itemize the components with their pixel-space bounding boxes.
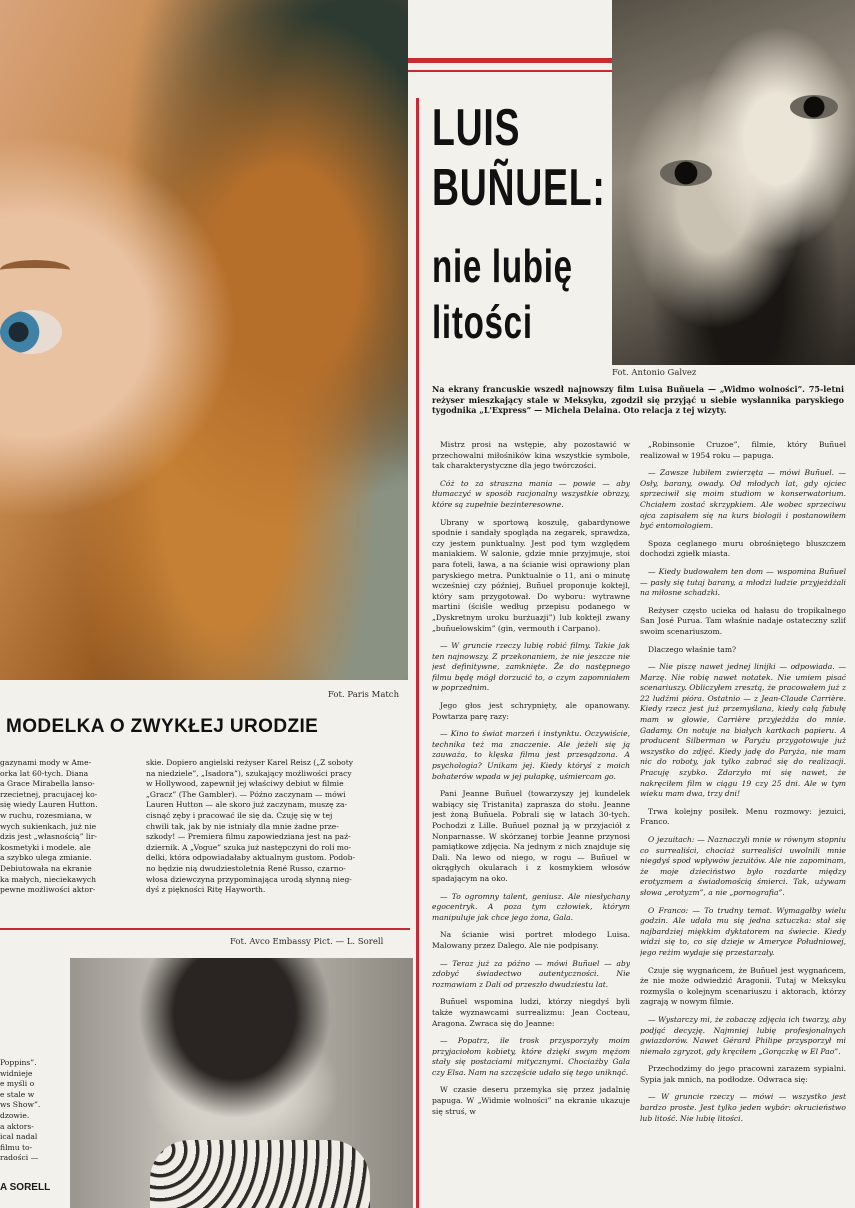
photo-credit-galvez: Fot. Antonio Galvez [612,368,697,378]
photo-credit-paris-match: Fot. Paris Match [328,690,400,700]
text-line: a aktors- [0,1121,34,1131]
text-line: na niedziele”, „Isadora”), szukający możliwości pracy [146,768,352,778]
paragraph: Na ścianie wisi portret młodego Luisa. Malowany przez Dalego. Ale nie podpisany. [432,930,630,950]
model-eye [0,310,62,354]
text-line: widnieje [0,1068,33,1078]
text-line: e myśli o [0,1079,35,1089]
paragraph: — Wystarczy mi, że zobaczę zdjęcia ich twarzy, aby podjąć decyzję. Najmniej lubię profesjonalnych gwiazdorów. Nawet Gérard Philipe przysporzył mi niemało zgryzot, gdy kręciłem „Gorączkę w El Pao”. [640,1014,846,1056]
photo-credit-avco: Fot. Avco Embassy Pict. — L. Sorell [230,937,384,947]
bunuel-eye-left [660,160,712,186]
text-line: dyś z piękności Ritę Hayworth. [146,885,266,895]
text-line: skie. Dopiero angielski reżyser Karel Reisz („Z soboty [146,758,354,767]
article-title [432,98,606,218]
paragraph: W czasie deseru przemyka się przez jadalnię papuga. W „Widmie wolności” na ekranie ukazuje się struś, w [432,1085,630,1116]
text-line: radości — [0,1153,39,1163]
bunuel-eye-right [790,95,838,119]
title-rule-second [408,70,612,72]
modelka-headline: MODELKA O ZWYKŁEJ URODZIE [6,716,319,737]
title-rule-top [408,58,612,63]
paragraph: Dlaczego właśnie tam? [648,644,737,654]
text-line: orka lat 60-tych. Diana [0,768,89,778]
text-line: włosa dziewczyna przypominająca urodą słynną nieg- [146,874,352,884]
paragraph: Przechodzimy do jego pracowni zarazem sypialni. Sypia jak mnich, na podłodze. Odwraca się: [640,1064,846,1084]
footer-author: A SORELL [0,1182,51,1193]
article-col2 [640,440,846,1208]
text-line: a szybko ulega zmianie. [0,853,92,863]
article-subtitle [432,238,573,350]
paragraph: Czuje się wygnańcem, że Buñuel jest wygnańcem, że nie może odwiedzić Aragonii. Tutaj w Meksyku rozmyśla o kolejnym scenariuszu i aktorach, którzy zagrają w nowym filmie. [640,965,846,1007]
paragraph: Jego głos jest schrypnięty, ale opanowany. Powtarza parę razy: [432,701,630,721]
text-line: Lauren Hutton — ale skoro już zaczynam, muszę za- [146,800,348,810]
paragraph: — Teraz już za późno — mówi Buñuel — aby zdobyć świadectwo autentyczności. Nie rozmawiam z Dali od przeszło dwudziestu lat. [432,958,630,989]
fragment-col [0,1058,66,1164]
text-line: dzowie. [0,1110,30,1120]
section-divider [0,928,410,930]
text-line: no będzie nią dwudziestoletnia René Russo, czarno- [146,863,346,873]
text-line: szkody! — Premiera filmu zapowiedziana jest na paź- [146,832,351,842]
bunuel-photo [612,0,855,365]
paragraph: — Nie piszę nawet jednej linijki — odpowiada. — Marzę. Nie robię nawet notatek. Nie umiem pisać scenariuszy. Obliczyłem zresztą, że pracowałem już z 22 ludźmi pióra. Ostatnio — z Jean-Claude Carrière. Kiedy rzecz jest już przemyślana, kiedy całą fabułę mam w głowie, Carrière przyjeżdża do mnie. Gadamy. On notuje na białych kartkach papieru. A producent Silberman w Paryżu przygotowuje już wszystko do zdjęć. Kiedy jadę do Paryża, nie mam nic do roboty, jak tylko zabrać się do realizacji. Pracuję szybko. Zdarzyło mi się nawet, że nakręciłem film w ciągu 19 czy 25 dni. Ale w tym wieku mam dwa, trzy dni! [640,662,846,799]
paragraph: O jezuitach: — Naznaczyli mnie w równym stopniu co surrealiści, chociaż surrealiści uwolnili mnie niegdyś spod wpływów jezuitów. Ale nie zapominam, że moje dzieciństwo było rozdarte między erotyzmem a świadomością śmierci. Tak, używam słowa „erotyzm”, a nie „pornografia”. [640,835,846,897]
text-line: a Grace Mirabella lanso- [0,779,95,789]
paragraph: Pani Jeanne Buñuel (towarzyszy jej kundelek wabiący się Tristanita) zaprasza do stołu. Jeanne jest żoną Buñuela. Pobrali się w latach 30-tych. Pochodzi z Lille. Buñuel poznał ją w przyjaciół z Nonparnasse. W skórzanej torbie Jeanne przynosi pamiątkowe zdjęcia. Na jednym z nich znajduje się Dali. Na lewo od niego, w rogu — Buñuel w okrągłych okularach i z kosmykiem włosów spadającym na oko. [432,789,630,883]
model-photo [0,0,408,680]
paragraph: O Franco: — To trudny temat. Wymagałby wielu godzin. Ale udała mu się jedna sztuczka: stał się najbardziej miękkim dyktatorem na świecie. Kiedy widzi się to, co się dzieje w Ameryce Południowej, jego reżim wydaje się przestarzały. [640,905,846,957]
paragraph: Trwa kolejny posiłek. Menu rozmowy: jezuici, Franco. [640,806,846,827]
text-line: gazynami mody w Ame- [0,758,92,767]
modelka-col2 [146,758,408,896]
paragraph: — Zawsze lubiłem zwierzęta — mówi Buñuel. — Osły, barany, owady. Od młodych lat, gdy ojciec sprzeciwił się moim studiom w konserwatorium. Chciałem zostać skrzypkiem. Ale wobec sprzeciwu ojca zapisałem się na kurs biologii i postanowiłem być entomologiem. [640,468,846,531]
subtitle-line: litości [432,296,533,348]
article-lead: Na ekrany francuskie wszedł najnowszy film Luisa Buñuela — „Widmo wolności”. 75-letni reżyser mieszkający stale w Meksyku, zgodził się przyjąć u siebie wysłannika paryskiego tygodnika „L'Express” — Michela Delaina. Oto relacja z tej wizyty. [432,384,844,415]
text-line: wych sukienkach, już nie [0,821,97,831]
article-col1 [432,440,630,1208]
text-line: rzecietnej, pracujacej ko- [0,789,98,799]
text-line: ical nadal [0,1132,38,1142]
paragraph: Buñuel wspomina ludzi, którzy niegdyś byli także wyznawcami surrealizmu: Jean Cocteau, Aragona. Zwraca się do Jeanne: [432,997,630,1028]
paragraph: — To ogromny talent, geniusz. Ale niesłychany egocentryk. A poza tym człowiek, którym manipuluje jak chce jego żona, Gala. [432,891,630,922]
text-line: w ruchu, rozesmiana, w [0,810,92,820]
text-line: delki, która odpowiadałaby aktualnym gustom. Podob- [146,853,356,863]
paragraph: Reżyser często ucieka od hałasu do tropikalnego San José Purua. Tam właśnie nadaje ostateczny szlif swoim scenariuszom. [640,605,846,636]
text-line: e stale w [0,1089,35,1099]
text-line: filmu to- [0,1142,33,1152]
modelka-col1 [0,758,136,896]
text-line: dziernik. A „Vogue” szuka już następczyni do roli mo- [146,842,352,852]
paragraph: — Kiedy budowałem ten dom — wspomina Buñuel — pasły się tutaj barany, a młodzi ludzie przyjeżdżali na miłosne schadzki. [640,566,846,598]
paragraph: Spoza ceglanego muru obrośniętego bluszczem dochodzi zgiełk miasta. [640,538,846,559]
text-line: się wiedy Lauren Hutton. [0,800,98,810]
subtitle-line: nie lubię [432,240,573,292]
model-eyebrow [0,260,70,280]
paragraph: Ubrany w sportową koszulę, gabardynowe spodnie i sandały spogląda na zegarek, sprawdza, czy jestem punktualny. Jest pod tym względem maniakiem. W salonie, gdzie mnie przyjmuje, stoi para foteli, ława, a na ścianie wisi oprawiony plan paryskiego metra. Punktualnie o 11, ani o minutę wcześniej czy później, Buñuel proponuje koktejl, który sam przygotował. Do wyboru: wytrawne martini (ściśle według przepisu podanego w „Dyskretnym uroku burżuazji”) lub koktejl zwany „buñuelowskim” (gin, vermouth i Carpano). [432,517,630,633]
vertical-red-rule [416,98,419,1208]
text-line: Debiutowała na ekranie [0,863,92,873]
paragraph: — Popatrz, ile trosk przysporzyły moim przyjaciołom kobiety, które dzięki swym mężom stały się postaciami mitycznymi. Chociażby Gala czy Elsa. Nam na szczęście udało się tego uniknąć. [432,1036,630,1077]
text-line: „Gracz” (The Gambler). — Późno zaczynam — mówi [146,789,346,799]
text-line: ws Show”. [0,1100,41,1110]
paragraph: — Kino to świat marzeń i instynktu. Oczywiście, technika też ma znaczenie. Ale jeżeli się ją zauważa, to klęska filmu jest przesądzona. A psychologia? Unikam jej. Kiedy któryś z moich bohaterów wpada w jej pułapkę, uśmiercam go. [432,729,630,781]
paragraph: Cóż to za straszna mania — powie — aby tłumaczyć w sposób racjonalny wszystkie obrazy, które są zupełnie bezinteresowne. [432,478,630,509]
paragraph: — W gruncie rzeczy — mówi — wszystko jest bardzo proste. Jest tylko jeden wybór: okrucieństwo lub litość. Nie lubię litości. [640,1092,846,1123]
title-line: LUIS [432,99,521,157]
paragraph: „Robinsonie Cruzoe”, filmie, który Buñuel realizował w 1954 roku — papuga. [640,440,846,460]
title-line: BUÑUEL: [432,159,606,217]
text-line: kosmetyki i modele. ale [0,842,91,852]
paragraph: Mistrz prosi na wstępie, aby pozostawić w przechowalni miłośników kina wszystkie symbole, tak charakterystyczne dla jego twórczości. [432,440,630,471]
text-line: w Hollywood, zapewnił jej właściwy debiut w filmie [146,779,344,789]
text-line: Poppins”. [0,1058,37,1067]
text-line: chwili tak, jak by nie istniały dla mnie żadne prze- [146,821,339,831]
text-line: pewne możliwości aktor- [0,885,96,895]
text-line: cisnąć zęby i pracować ile się da. Czuję się w tej [146,810,333,820]
text-line: dzis jest „własnością” lir- [0,832,97,842]
paragraph: — W gruncie rzeczy lubię robić filmy. Takie jak ten najnowszy. Z przekonaniem, że nie jeszcze nie jest definitywne, zamknięte. Że do następnego filmu będę mógł dorzucić to, o czym zapomniałem w poprzednim. [432,641,630,693]
text-line: ka małych, nieciekawych [0,874,97,884]
actress-dress [150,1140,370,1208]
